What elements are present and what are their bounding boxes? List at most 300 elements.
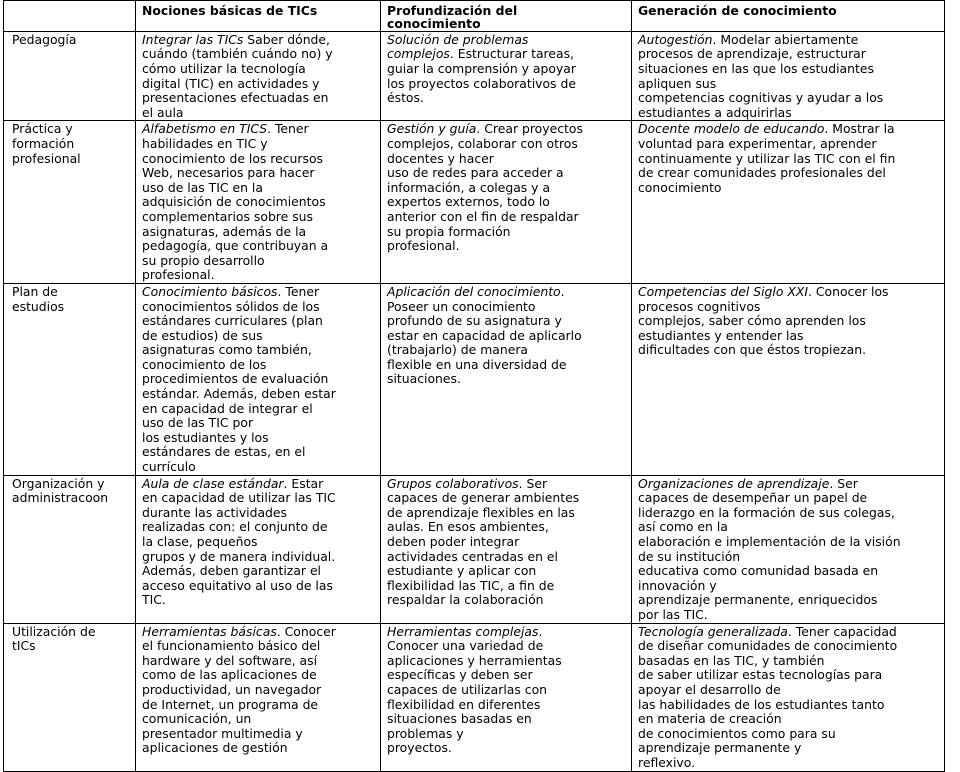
- cell-line: [142, 579, 376, 594]
- cell-text: de saber utilizar estas tecnologías para: [638, 667, 883, 683]
- cell-text: .: [560, 283, 565, 299]
- row-label: [4, 623, 136, 771]
- header-cell-generacion: [632, 1, 945, 32]
- cell-line: [387, 535, 627, 550]
- cell-line: [142, 343, 376, 358]
- cell-line: [142, 402, 376, 417]
- cell-text: . Mostrar la: [824, 121, 895, 137]
- table-cell: [136, 121, 381, 284]
- cell-line: [142, 225, 376, 240]
- cell-line: [142, 91, 376, 106]
- cell-line: [638, 137, 940, 152]
- cell-line: [142, 535, 376, 550]
- table-cell: [632, 121, 945, 284]
- cell-text: presentaciones efectuadas en: [142, 90, 329, 106]
- cell-line: [387, 239, 627, 254]
- cell-text: su propio desarrollo: [142, 252, 265, 268]
- competency-term: Organizaciones de aprendizaje: [638, 475, 830, 491]
- cell-line: [142, 33, 376, 48]
- cell-text: . Ser: [829, 475, 858, 491]
- cell-line: [387, 520, 627, 535]
- cell-line: [387, 152, 627, 167]
- table-cell: [136, 283, 381, 475]
- cell-text: voluntad para experimentar, aprender: [638, 135, 877, 151]
- table-cell: [381, 283, 632, 475]
- table-cell: [136, 475, 381, 623]
- cell-line: [638, 477, 940, 492]
- cell-line: [142, 300, 376, 315]
- cell-line: [638, 683, 940, 698]
- cell-line: [638, 550, 940, 565]
- cell-text: . Estructurar tareas,: [449, 46, 574, 62]
- cell-line: [142, 506, 376, 521]
- cell-text: estándar. Además, deben estar: [142, 386, 336, 402]
- cell-line: [142, 106, 376, 121]
- table-row-practica: [4, 121, 945, 284]
- cell-line: [387, 358, 627, 373]
- cell-text: situaciones basadas en: [387, 711, 532, 727]
- cell-line: [638, 33, 940, 48]
- cell-text: competencias cognitivas y ayudar a los: [638, 90, 884, 106]
- cell-line: [638, 491, 940, 506]
- cell-text: su propia formación: [387, 223, 511, 239]
- cell-line: [142, 445, 376, 460]
- cell-text: productividad, un navegador: [142, 681, 322, 697]
- cell-line: [387, 593, 627, 608]
- cell-text: de su institución: [638, 548, 741, 564]
- cell-text: aulas. En esos ambientes,: [387, 519, 549, 535]
- cell-text: expertos externos, todo lo: [387, 194, 550, 210]
- cell-text: Web, necesarios para hacer: [142, 165, 315, 181]
- competency-term: Aplicación del conocimiento: [387, 283, 561, 299]
- cell-text: grupos y de manera individual.: [142, 548, 336, 564]
- cell-line: [638, 300, 940, 315]
- competency-term: Aula de clase estándar: [142, 475, 284, 491]
- cell-line: [638, 152, 940, 167]
- cell-line: [142, 387, 376, 402]
- cell-text: el aula: [142, 104, 184, 120]
- cell-text: conocimientos sólidos de los: [142, 298, 320, 314]
- cell-line: [638, 712, 940, 727]
- cell-text: liderazgo en la formación de sus colegas,: [638, 504, 895, 520]
- cell-line: [638, 625, 940, 640]
- cell-text: . Crear proyectos: [476, 121, 583, 137]
- text-line: Utilización de: [12, 623, 96, 639]
- cell-text: información, a colegas y a: [387, 179, 551, 195]
- text-line: profesional: [12, 150, 81, 166]
- cell-text: basadas en las TIC, y también: [638, 652, 825, 668]
- cell-line: [142, 239, 376, 254]
- text-line: Pedagogía: [12, 31, 77, 47]
- competency-term: Herramientas complejas: [387, 623, 539, 639]
- cell-text: en capacidad de integrar el: [142, 400, 313, 416]
- cell-line: [142, 683, 376, 698]
- cell-text: conocimiento: [638, 179, 722, 195]
- cell-line: [142, 195, 376, 210]
- row-label: [4, 283, 136, 475]
- cell-line: [142, 329, 376, 344]
- cell-text: profesional.: [142, 267, 215, 283]
- cell-line: [387, 300, 627, 315]
- cell-text: . Modelar abiertamente: [712, 31, 859, 47]
- cell-line: [142, 564, 376, 579]
- cell-text: guiar la comprensión y apoyar: [387, 61, 576, 76]
- cell-line: [142, 712, 376, 727]
- competency-term: Tecnología generalizada: [638, 623, 788, 639]
- cell-line: [387, 564, 627, 579]
- cell-line: [387, 137, 627, 152]
- cell-text: asignaturas, además de la: [142, 223, 307, 239]
- cell-line: [387, 712, 627, 727]
- cell-line: [387, 477, 627, 492]
- cell-line: [142, 268, 376, 283]
- cell-line: [142, 152, 376, 167]
- cell-text: aprendizaje permanente y: [638, 740, 802, 756]
- cell-text: de conocimientos como para su: [638, 725, 836, 741]
- cell-text: estar en capacidad de aplicarlo: [387, 327, 582, 343]
- cell-text: de estudios) de sus: [142, 327, 263, 343]
- cell-line: [142, 668, 376, 683]
- competency-table-frame: [3, 0, 944, 770]
- cell-text: estándares de estas, en el: [142, 444, 306, 460]
- table-row-pedagogia: [4, 31, 945, 121]
- text-line: tICs: [12, 638, 36, 654]
- cell-text: capaces de desempeñar un papel de: [638, 490, 868, 506]
- cell-line: [638, 285, 940, 300]
- cell-line: [638, 564, 940, 579]
- cell-line: [638, 62, 940, 77]
- cell-text: Conocer una variedad de: [387, 638, 544, 654]
- cell-line: [142, 639, 376, 654]
- cell-text: presentador multimedia y: [142, 725, 303, 741]
- cell-line: [638, 741, 940, 756]
- cell-line: [387, 506, 627, 521]
- cell-text: actividades centradas en el: [387, 548, 558, 564]
- cell-line: [387, 77, 627, 92]
- cell-line: [387, 329, 627, 344]
- cell-text: las habilidades de los estudiantes tanto: [638, 696, 885, 712]
- cell-text: aplicaciones de gestión: [142, 740, 288, 756]
- cell-line: [638, 579, 940, 594]
- competency-table: [3, 0, 945, 772]
- cell-line: [638, 698, 940, 713]
- cell-line: [387, 181, 627, 196]
- cell-line: [387, 225, 627, 240]
- cell-text: Poseer un conocimiento: [387, 298, 536, 314]
- cell-text: reflexivo.: [638, 754, 696, 770]
- competency-term: Docente modelo de educando: [638, 121, 825, 137]
- cell-line: [638, 314, 940, 329]
- cell-line: [638, 639, 940, 654]
- cell-line: [142, 77, 376, 92]
- cell-line: [638, 91, 940, 106]
- cell-line: [387, 741, 627, 756]
- table-row-organizacion: [4, 475, 945, 623]
- cell-line: [387, 166, 627, 181]
- cell-text: pedagogía, que contribuyan a: [142, 238, 329, 254]
- table-row-utilizacion: [4, 623, 945, 771]
- cell-line: [142, 358, 376, 373]
- cell-line: [142, 166, 376, 181]
- cell-line: [387, 683, 627, 698]
- cell-line: [142, 741, 376, 756]
- cell-line: [142, 431, 376, 446]
- cell-text: flexibilidad en diferentes: [387, 696, 541, 712]
- row-label: [4, 475, 136, 623]
- cell-text: realizadas con: el conjunto de: [142, 519, 328, 535]
- cell-text: hardware y del software, así: [142, 652, 318, 668]
- cell-line: [142, 477, 376, 492]
- cell-text: procedimientos de evaluación: [142, 371, 329, 387]
- cell-line: [387, 727, 627, 742]
- cell-line: [638, 756, 940, 771]
- table-cell: [381, 475, 632, 623]
- cell-text: éstos.: [387, 90, 424, 106]
- cell-text: continuamente y utilizar las TIC con el fin: [638, 150, 896, 166]
- table-cell: [632, 475, 945, 623]
- cell-line: [142, 137, 376, 152]
- cell-line: [638, 329, 940, 344]
- cell-line: [142, 593, 376, 608]
- cell-line: [638, 608, 940, 623]
- competency-term: Autogestión: [638, 31, 713, 47]
- table-cell: [381, 31, 632, 121]
- cell-text: uso de las TIC por: [142, 415, 254, 431]
- cell-line: [638, 668, 940, 683]
- cell-text: de crear comunidades profesionales del: [638, 165, 886, 181]
- cell-line: [387, 579, 627, 594]
- cell-line: [387, 639, 627, 654]
- cell-line: [638, 77, 940, 92]
- cell-line: [387, 343, 627, 358]
- text-line: Organización y: [12, 475, 105, 491]
- cell-text: apoyar el desarrollo de: [638, 681, 781, 697]
- cell-text: flexibilidad las TIC, a fin de: [387, 577, 555, 593]
- cell-text: aprendizaje permanente, enriquecidos: [638, 592, 878, 608]
- cell-text: como de las aplicaciones de: [142, 667, 317, 683]
- cell-text: situaciones en las que los estudiantes: [638, 61, 874, 76]
- cell-line: [142, 181, 376, 196]
- cell-text: situaciones.: [387, 371, 461, 387]
- cell-line: [638, 166, 940, 181]
- cell-text: cómo utilizar la tecnología: [142, 61, 306, 76]
- cell-line: [387, 550, 627, 565]
- cell-line: [387, 47, 627, 62]
- competency-term: Alfabetismo en TICS: [142, 121, 268, 137]
- text-line: Práctica y: [12, 121, 73, 137]
- cell-line: [142, 210, 376, 225]
- cell-text: procesos cognitivos: [638, 298, 761, 314]
- cell-line: [142, 122, 376, 137]
- table-cell: [381, 121, 632, 284]
- cell-line: [638, 727, 940, 742]
- cell-text: uso de las TIC en la: [142, 179, 263, 195]
- cell-line: [142, 254, 376, 269]
- table-cell: [381, 623, 632, 771]
- cell-line: [638, 47, 940, 62]
- cell-line: [142, 654, 376, 669]
- cell-text: profundo de su asignatura y: [387, 313, 562, 329]
- cell-text: estándares curriculares (plan: [142, 313, 323, 329]
- cell-line: [142, 727, 376, 742]
- cell-text: currículo: [142, 459, 196, 475]
- competency-term: Competencias del Siglo XXI: [638, 283, 809, 299]
- cell-text: complejos, colaborar con otros: [387, 135, 578, 151]
- cell-text: . Tener capacidad: [787, 623, 897, 639]
- cell-line: [387, 625, 627, 640]
- cell-text: TIC.: [142, 592, 166, 608]
- text-line: Nociones básicas de TICs: [142, 3, 318, 18]
- cell-line: [387, 62, 627, 77]
- cell-line: [387, 668, 627, 683]
- cell-line: [387, 33, 627, 48]
- cell-text: capaces de utilizarlas con: [387, 681, 548, 697]
- cell-text: conocimiento de los: [142, 356, 267, 372]
- cell-text: problemas y: [387, 725, 464, 741]
- cell-line: [638, 593, 940, 608]
- text-line: Plan de: [12, 283, 58, 299]
- cell-text: docentes y hacer: [387, 150, 494, 166]
- cell-line: [638, 535, 940, 550]
- cell-line: [142, 285, 376, 300]
- cell-text: de diseñar comunidades de conocimiento: [638, 638, 898, 654]
- text-line: Generación de conocimiento: [638, 3, 837, 18]
- cell-text: estudiantes y entender las: [638, 327, 804, 343]
- table-cell: [136, 31, 381, 121]
- cell-line: [387, 491, 627, 506]
- cell-text: Saber dónde,: [243, 31, 330, 47]
- competency-term: Conocimiento básicos: [142, 283, 278, 299]
- cell-text: en materia de creación: [638, 711, 782, 727]
- cell-text: conocimiento de los recursos: [142, 150, 323, 166]
- row-label: [4, 31, 136, 121]
- cell-text: profesional.: [387, 238, 460, 254]
- text-line: administracoon: [12, 490, 109, 506]
- cell-text: . Conocer los: [808, 283, 889, 299]
- cell-line: [142, 698, 376, 713]
- cell-line: [142, 47, 376, 62]
- cell-text: asignaturas como también,: [142, 342, 312, 358]
- cell-text: proyectos.: [387, 740, 452, 756]
- cell-text: los proyectos colaborativos de: [387, 75, 576, 91]
- header-cell-profundizacion: [381, 1, 632, 32]
- cell-text: . Conocer: [276, 623, 336, 639]
- cell-text: . Estar: [283, 475, 324, 491]
- cell-text: específicas y deben ser: [387, 667, 533, 683]
- cell-text: respaldar la colaboración: [387, 592, 544, 608]
- cell-line: [387, 195, 627, 210]
- cell-line: [142, 520, 376, 535]
- cell-line: [142, 372, 376, 387]
- cell-text: así como en la: [638, 519, 728, 535]
- cell-text: Además, deben garantizar el: [142, 563, 322, 579]
- text-line: conocimiento: [387, 16, 481, 32]
- cell-line: [142, 550, 376, 565]
- cell-line: [387, 314, 627, 329]
- cell-text: estudiantes a adquirirlas: [638, 104, 792, 120]
- cell-line: [638, 122, 940, 137]
- cell-line: [387, 91, 627, 106]
- header-cell-empty: [4, 1, 136, 32]
- competency-term: Herramientas básicas: [142, 623, 277, 639]
- competency-term: complejos: [387, 46, 450, 62]
- cell-text: aplicaciones y herramientas: [387, 652, 562, 668]
- cell-line: [387, 122, 627, 137]
- cell-text: de aprendizaje flexibles en las: [387, 504, 575, 520]
- cell-text: por las TIC.: [638, 606, 708, 622]
- cell-text: apliquen sus: [638, 75, 717, 91]
- cell-line: [387, 285, 627, 300]
- cell-line: [387, 372, 627, 387]
- cell-line: [638, 654, 940, 669]
- cell-text: . Tener: [267, 121, 309, 137]
- table-cell: [632, 31, 945, 121]
- cell-text: en capacidad de utilizar las TIC: [142, 490, 336, 506]
- cell-text: elaboración e implementación de la visión: [638, 534, 901, 549]
- row-label: [4, 121, 136, 284]
- text-line: Profundización del: [387, 3, 518, 18]
- cell-text: complejos, saber cómo aprenden los: [638, 313, 866, 329]
- cell-line: [142, 460, 376, 475]
- cell-text: procesos de aprendizaje, estructurar: [638, 46, 866, 62]
- cell-line: [638, 181, 940, 196]
- cell-line: [638, 520, 940, 535]
- cell-text: habilidades en TIC y: [142, 135, 268, 151]
- text-line: formación: [12, 135, 75, 151]
- table-cell: [632, 623, 945, 771]
- header-cell-nociones: [136, 1, 381, 32]
- cell-text: innovación y: [638, 577, 717, 593]
- cell-text: cuándo (también cuándo no) y: [142, 46, 333, 62]
- table-cell: [136, 623, 381, 771]
- cell-text: complementarios sobre sus: [142, 208, 313, 224]
- competency-term: Gestión y guía: [387, 121, 477, 137]
- cell-line: [387, 654, 627, 669]
- cell-line: [142, 625, 376, 640]
- cell-text: comunicación, un: [142, 711, 252, 727]
- cell-text: anterior con el fin de respaldar: [387, 208, 579, 224]
- cell-text: los estudiantes y los: [142, 429, 269, 445]
- cell-line: [638, 506, 940, 521]
- table-cell: [632, 283, 945, 475]
- cell-text: deben poder integrar: [387, 534, 520, 549]
- text-line: estudios: [12, 298, 65, 314]
- cell-line: [142, 62, 376, 77]
- cell-text: estudiante y aplicar con: [387, 563, 537, 579]
- cell-text: la clase, pequeños: [142, 534, 258, 549]
- cell-line: [142, 416, 376, 431]
- competency-term: Grupos colaborativos: [387, 475, 519, 491]
- cell-text: el funcionamiento básico del: [142, 638, 321, 654]
- cell-text: .: [538, 623, 543, 639]
- cell-line: [638, 106, 940, 121]
- competency-term: Integrar las TICs: [142, 31, 244, 47]
- cell-line: [387, 210, 627, 225]
- cell-text: educativa como comunidad basada en: [638, 563, 879, 579]
- cell-text: . Tener: [277, 283, 320, 299]
- cell-line: [387, 698, 627, 713]
- cell-line: [638, 343, 940, 358]
- cell-text: acceso equitativo al uso de las: [142, 577, 333, 593]
- cell-text: de Internet, un programa de: [142, 696, 319, 712]
- cell-text: digital (TIC) en actividades y: [142, 75, 320, 91]
- cell-text: durante las actividades: [142, 504, 287, 520]
- cell-text: (trabajarlo) de manera: [387, 342, 529, 358]
- cell-text: capaces de generar ambientes: [387, 490, 580, 506]
- cell-text: . Ser: [518, 475, 548, 491]
- cell-text: uso de redes para acceder a: [387, 165, 564, 181]
- cell-text: flexible en una diversidad de: [387, 356, 567, 372]
